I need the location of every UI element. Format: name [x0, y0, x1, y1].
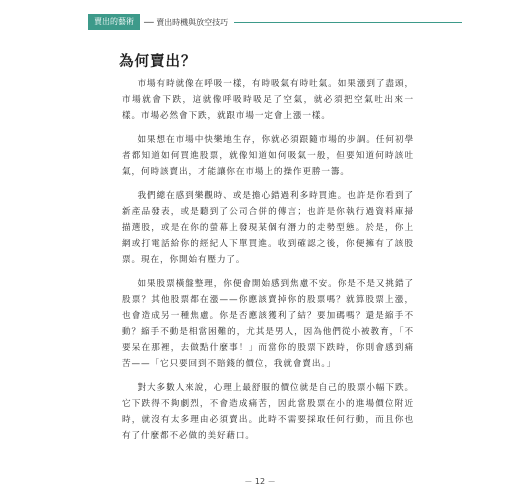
paragraph: 如果想在市場中快樂地生存，你就必須跟隨市場的步調。任何初學者都知道如何買進股票，就像知道如何吸氣一般，但要知道何時該吐氣，何時該賣出，才能讓你在市場上的操作更勝一籌。 — [122, 135, 414, 177]
chapter-title: ── 賣出時機與放空技巧 — [144, 17, 229, 27]
paragraph: 如果股票橫盤整理，你便會開始感到焦慮不安。你是不是又挑錯了股票？其他股票都在漲——你應該賣掉你的股票嗎？就算股票上漲，也會造成另一種焦慮。你是否應該獲利了結？要加碼嗎？還是縮手不動？縮手不動是相當困難的，尤其是男人，因為他們從小被教育，「不要呆在那裡，去做點什麼事！」而當你的股票下跌時，你則會感到痛苦——「它只要回到不賠錢的價位，我就會賣出。」 — [122, 279, 414, 369]
section-heading: 為何賣出？ — [119, 53, 197, 70]
header-rule — [234, 22, 462, 23]
paragraph: 市場有時就像在呼吸一樣，有時吸氣有時吐氣。如果漲到了盡頭，市場就會下跌，這就像呼吸時吸足了空氣，就必須把空氣吐出來一樣。市場必然會下跌，就跟市場一定會上漲一樣。 — [122, 79, 414, 121]
paragraph: 我們總在感到樂觀時、或是擔心錯過利多時買進。也許是你看到了新產品發表，或是聽到了公司合併的傳言；也許是你執行過資料庫掃描選股，或是在你的螢幕上發現某個有潛力的走勢型態。於是，你上網或打電話給你的經紀人下單買進。收到確認之後，你便擁有了該股票。現在，你開始有壓力了。 — [122, 191, 414, 265]
page-number: － 12 － — [244, 477, 276, 486]
body-text — [122, 76, 414, 452]
chapter-label: 賣出的藝術 — [88, 14, 140, 30]
running-header — [88, 14, 462, 30]
chapter-title-text: 賣出時機與放空技巧 — [156, 17, 229, 27]
paragraph: 對大多數人來說，心理上最舒服的價位就是自己的股票小幅下跌。它下跌得不夠劇烈，不會造成痛苦，因此當股票在小的進場價位附近時，就沒有太多理由必須賣出。此時不需要採取任何行動，而且你也有了什麼都不必做的美好藉口。 — [122, 383, 414, 441]
